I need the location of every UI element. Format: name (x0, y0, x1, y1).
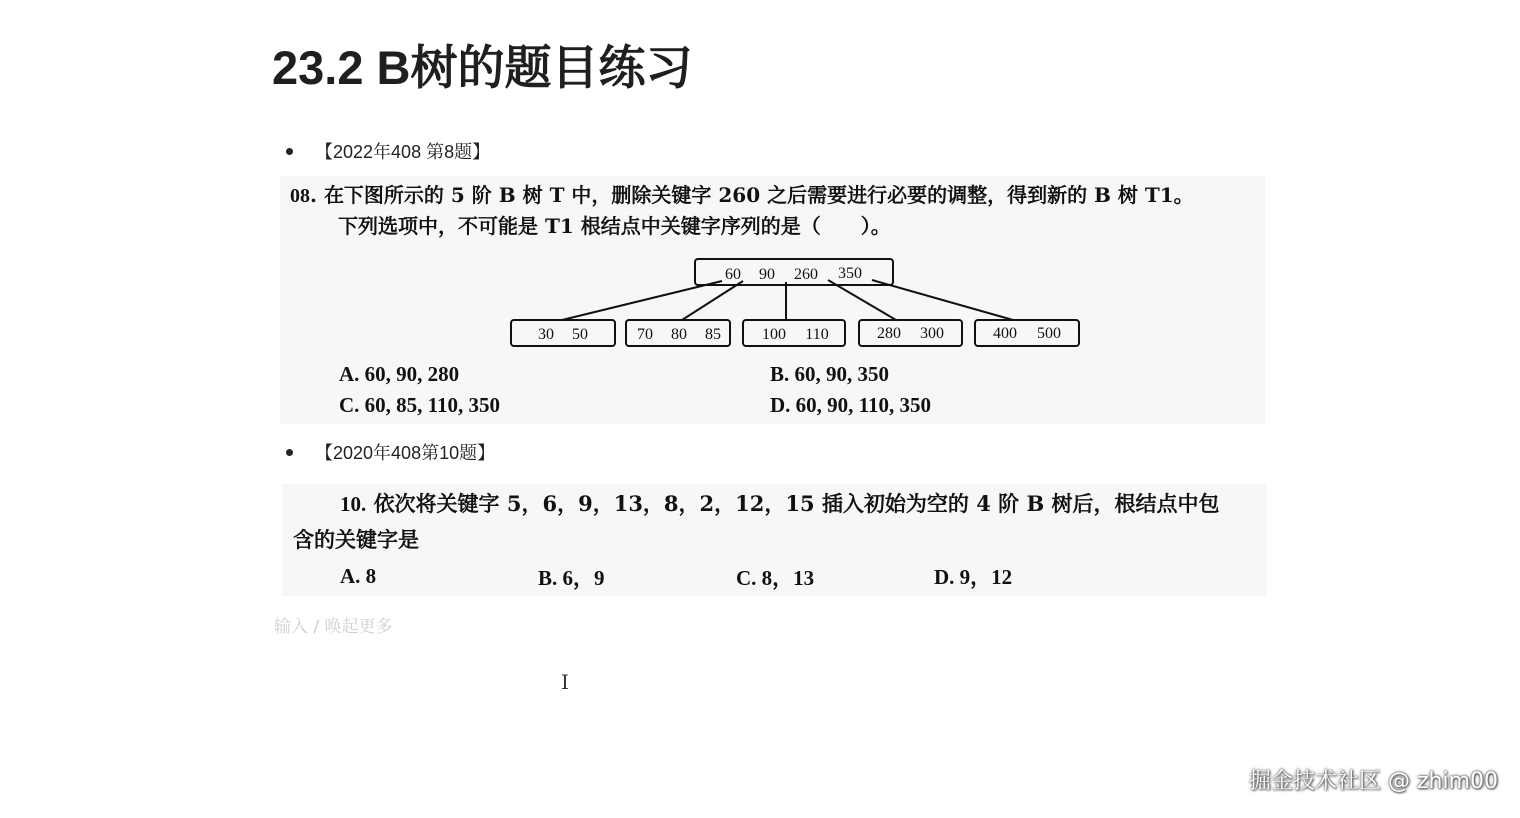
root-key: 60 (725, 266, 741, 283)
leaf-key: 500 (1037, 325, 1061, 342)
question-1-source-label: 【2022年408 第8题】 (315, 142, 491, 162)
question-2-option-b (538, 562, 605, 592)
bullet-dot (286, 148, 293, 155)
option-text: 60, 85, 110, 350 (364, 393, 501, 417)
leaf-key: 110 (805, 326, 829, 343)
question-1-number: 08 (290, 185, 310, 207)
question-2-stem-line-2: 含的关键字是 (293, 527, 419, 552)
option-text: 60, 90, 280 (364, 362, 460, 386)
editor-input-placeholder[interactable]: 输入 / 唤起更多 (274, 617, 393, 637)
leaf-key: 30 (538, 326, 554, 343)
question-1-option-d (770, 393, 931, 418)
question-2-option-d (934, 561, 1012, 591)
question-1-source (286, 139, 490, 163)
option-letter: D. (770, 393, 791, 417)
option-text: 9，12 (959, 565, 1013, 589)
leaf-node (743, 320, 845, 346)
leaf-key: 80 (671, 326, 687, 343)
option-letter: A. (339, 362, 360, 386)
tree-edge (682, 281, 743, 320)
question-2-number: 10. (340, 492, 367, 516)
tree-edge (562, 281, 722, 320)
leaf-node (975, 320, 1079, 346)
leaf-key: 100 (762, 326, 786, 343)
leaf-key: 280 (877, 325, 901, 342)
option-text: 8，13 (761, 566, 815, 590)
option-letter: D. (934, 565, 955, 589)
question-1-stem-line-2: 下列选项中，不可能是 T1 根结点中关键字序列的是（ ）。 (338, 214, 891, 238)
root-key: 90 (759, 266, 775, 283)
option-letter: C. (736, 566, 757, 590)
leaf-key: 85 (705, 326, 721, 343)
question-1-option-a (339, 362, 459, 387)
question-2-option-a (340, 564, 376, 589)
tree-edge (872, 280, 1013, 320)
question-1-stem-line-1: 在下图所示的 5 阶 B 树 T 中，删除关键字 260 之后需要进行必要的调整，得到新的 B 树 T1。 (323, 183, 1194, 207)
root-key: 260 (794, 266, 818, 283)
option-text: 8 (365, 564, 377, 588)
page-title: 23.2 B树的题目练习 (272, 41, 693, 94)
option-letter: B. (770, 362, 790, 386)
question-2-line-1 (340, 490, 1220, 518)
watermark: 掘金技术社区 @ zhim00 (1248, 769, 1498, 794)
option-text: 60, 90, 350 (794, 362, 890, 386)
leaf-key: 70 (637, 326, 653, 343)
question-2-stem-line-1: 依次将关键字 5，6，9，13，8，2，12，15 插入初始为空的 4 阶 B 树后，根结点中包 (373, 491, 1220, 516)
option-letter: A. (340, 564, 361, 588)
bullet-dot (286, 449, 293, 456)
question-1-line-1 (290, 181, 1194, 210)
option-letter: C. (339, 393, 360, 417)
b-tree-diagram (500, 252, 1100, 352)
question-2-source (286, 440, 495, 464)
option-letter: B. (538, 566, 558, 590)
question-2-option-c (736, 562, 814, 592)
leaf-node (859, 320, 962, 346)
text-cursor-icon: I (561, 670, 569, 694)
leaf-key: 50 (572, 326, 588, 343)
leaf-key: 300 (920, 325, 944, 342)
question-1-option-b (770, 362, 889, 387)
question-1-period: . (310, 183, 324, 207)
question-1-option-c (339, 393, 500, 418)
question-2-source-label: 【2020年408第10题】 (315, 443, 496, 463)
option-text: 6，9 (562, 566, 605, 590)
leaf-key: 400 (993, 325, 1017, 342)
option-text: 60, 90, 110, 350 (795, 393, 932, 417)
root-key: 350 (838, 265, 862, 282)
leaf-node (511, 320, 615, 346)
